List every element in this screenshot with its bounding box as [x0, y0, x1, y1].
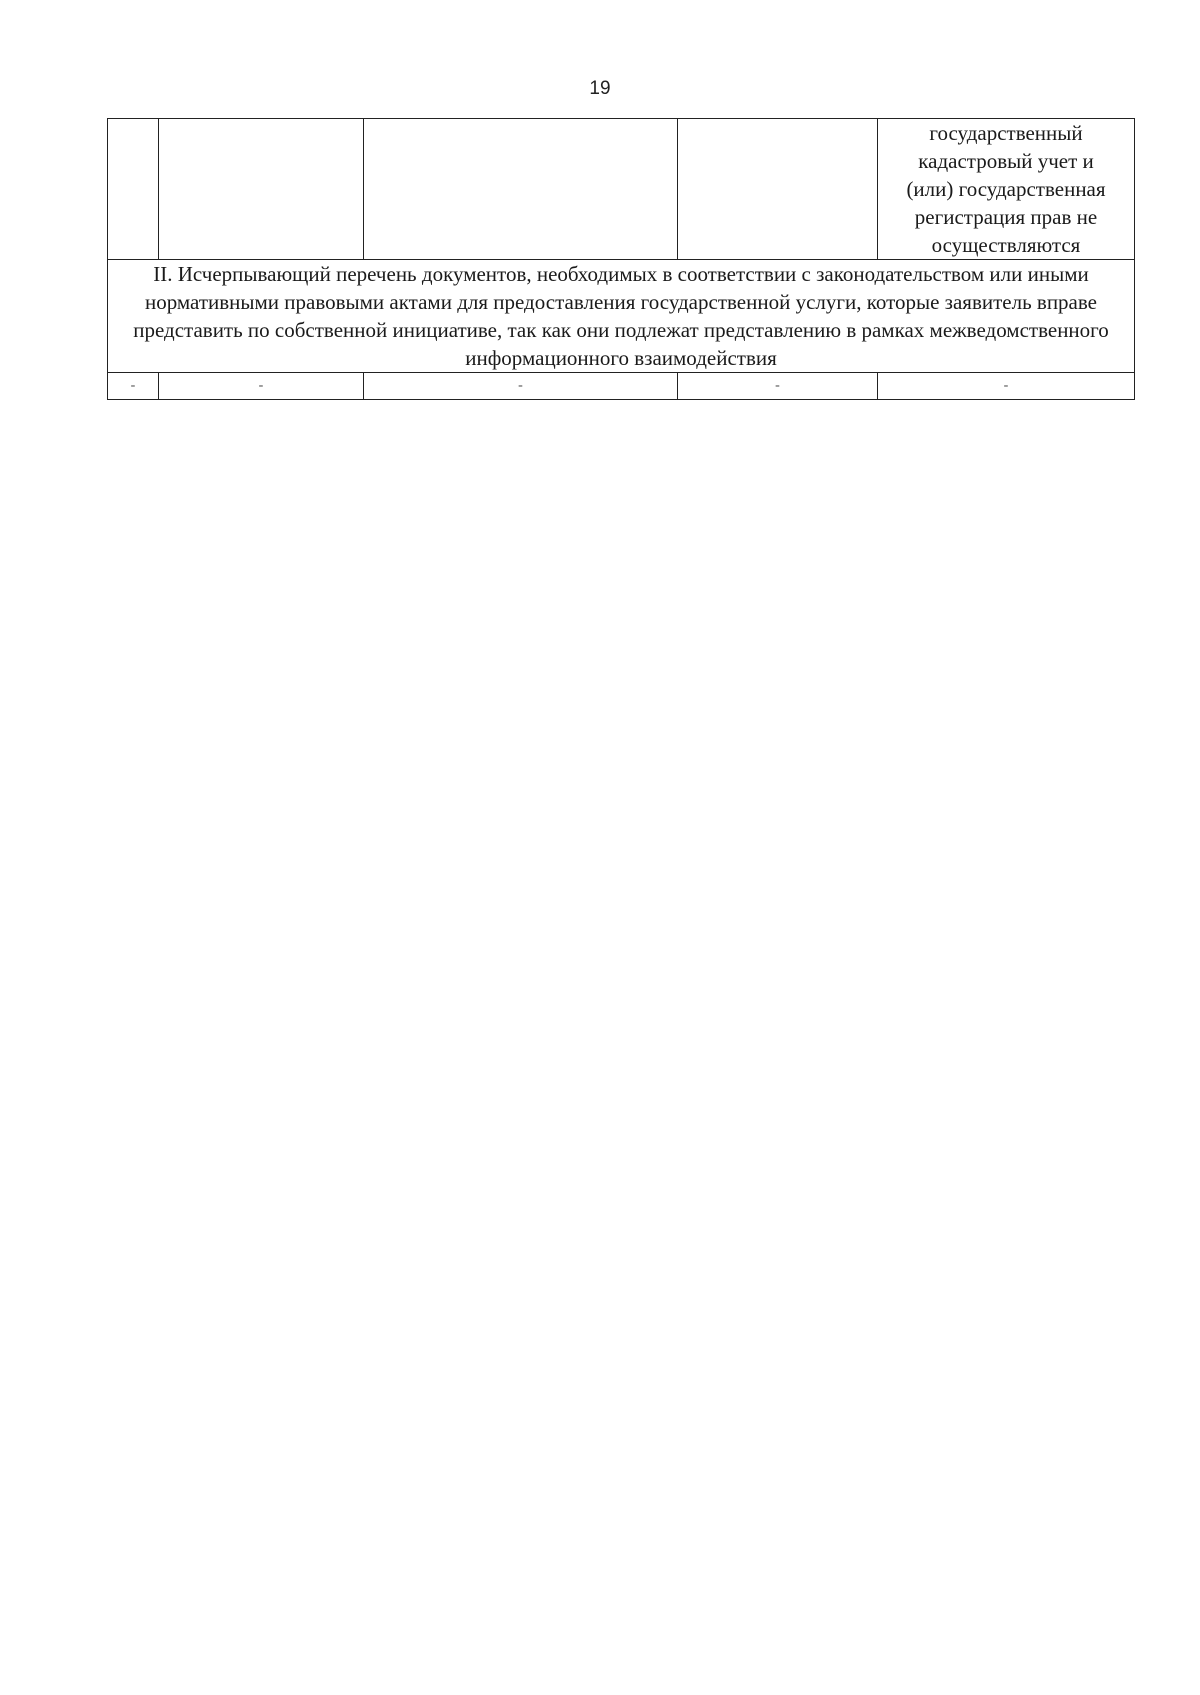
- cell-text-line: (или) государственная: [906, 177, 1106, 201]
- page-number: 19: [589, 78, 611, 99]
- table-cell-dash: -: [108, 373, 159, 400]
- table-row-empty: [108, 373, 1135, 400]
- table-cell-col4: [678, 119, 878, 260]
- section-heading: II. Исчерпывающий перечень документов, необходимых в соответствии с законодательством или иными нормативными правовыми актами для предоставления государственной услуги, которые заявитель вправе представить по собственной инициативе, так как они подлежат представлению в рамках межведомственного информационного взаимодействия: [108, 260, 1135, 373]
- table-cell-col2: [159, 119, 364, 260]
- table-cell-dash: -: [159, 373, 364, 400]
- table-cell-number: [108, 119, 159, 260]
- cell-text-line: регистрация прав не: [914, 205, 1098, 229]
- cell-text-line: осуществляются: [931, 233, 1081, 257]
- table-cell-col3: [364, 119, 678, 260]
- table-cell-dash: -: [678, 373, 878, 400]
- cell-text-line: государственный: [929, 121, 1083, 145]
- table-row-continuation: [108, 119, 1135, 260]
- table-cell-col5: [878, 119, 1135, 260]
- table-row-section-heading: [108, 260, 1135, 373]
- table-cell-dash: -: [364, 373, 678, 400]
- cell-text-line: кадастровый учет и: [918, 149, 1094, 173]
- document-table: [107, 118, 1135, 400]
- table-cell-dash: -: [878, 373, 1135, 400]
